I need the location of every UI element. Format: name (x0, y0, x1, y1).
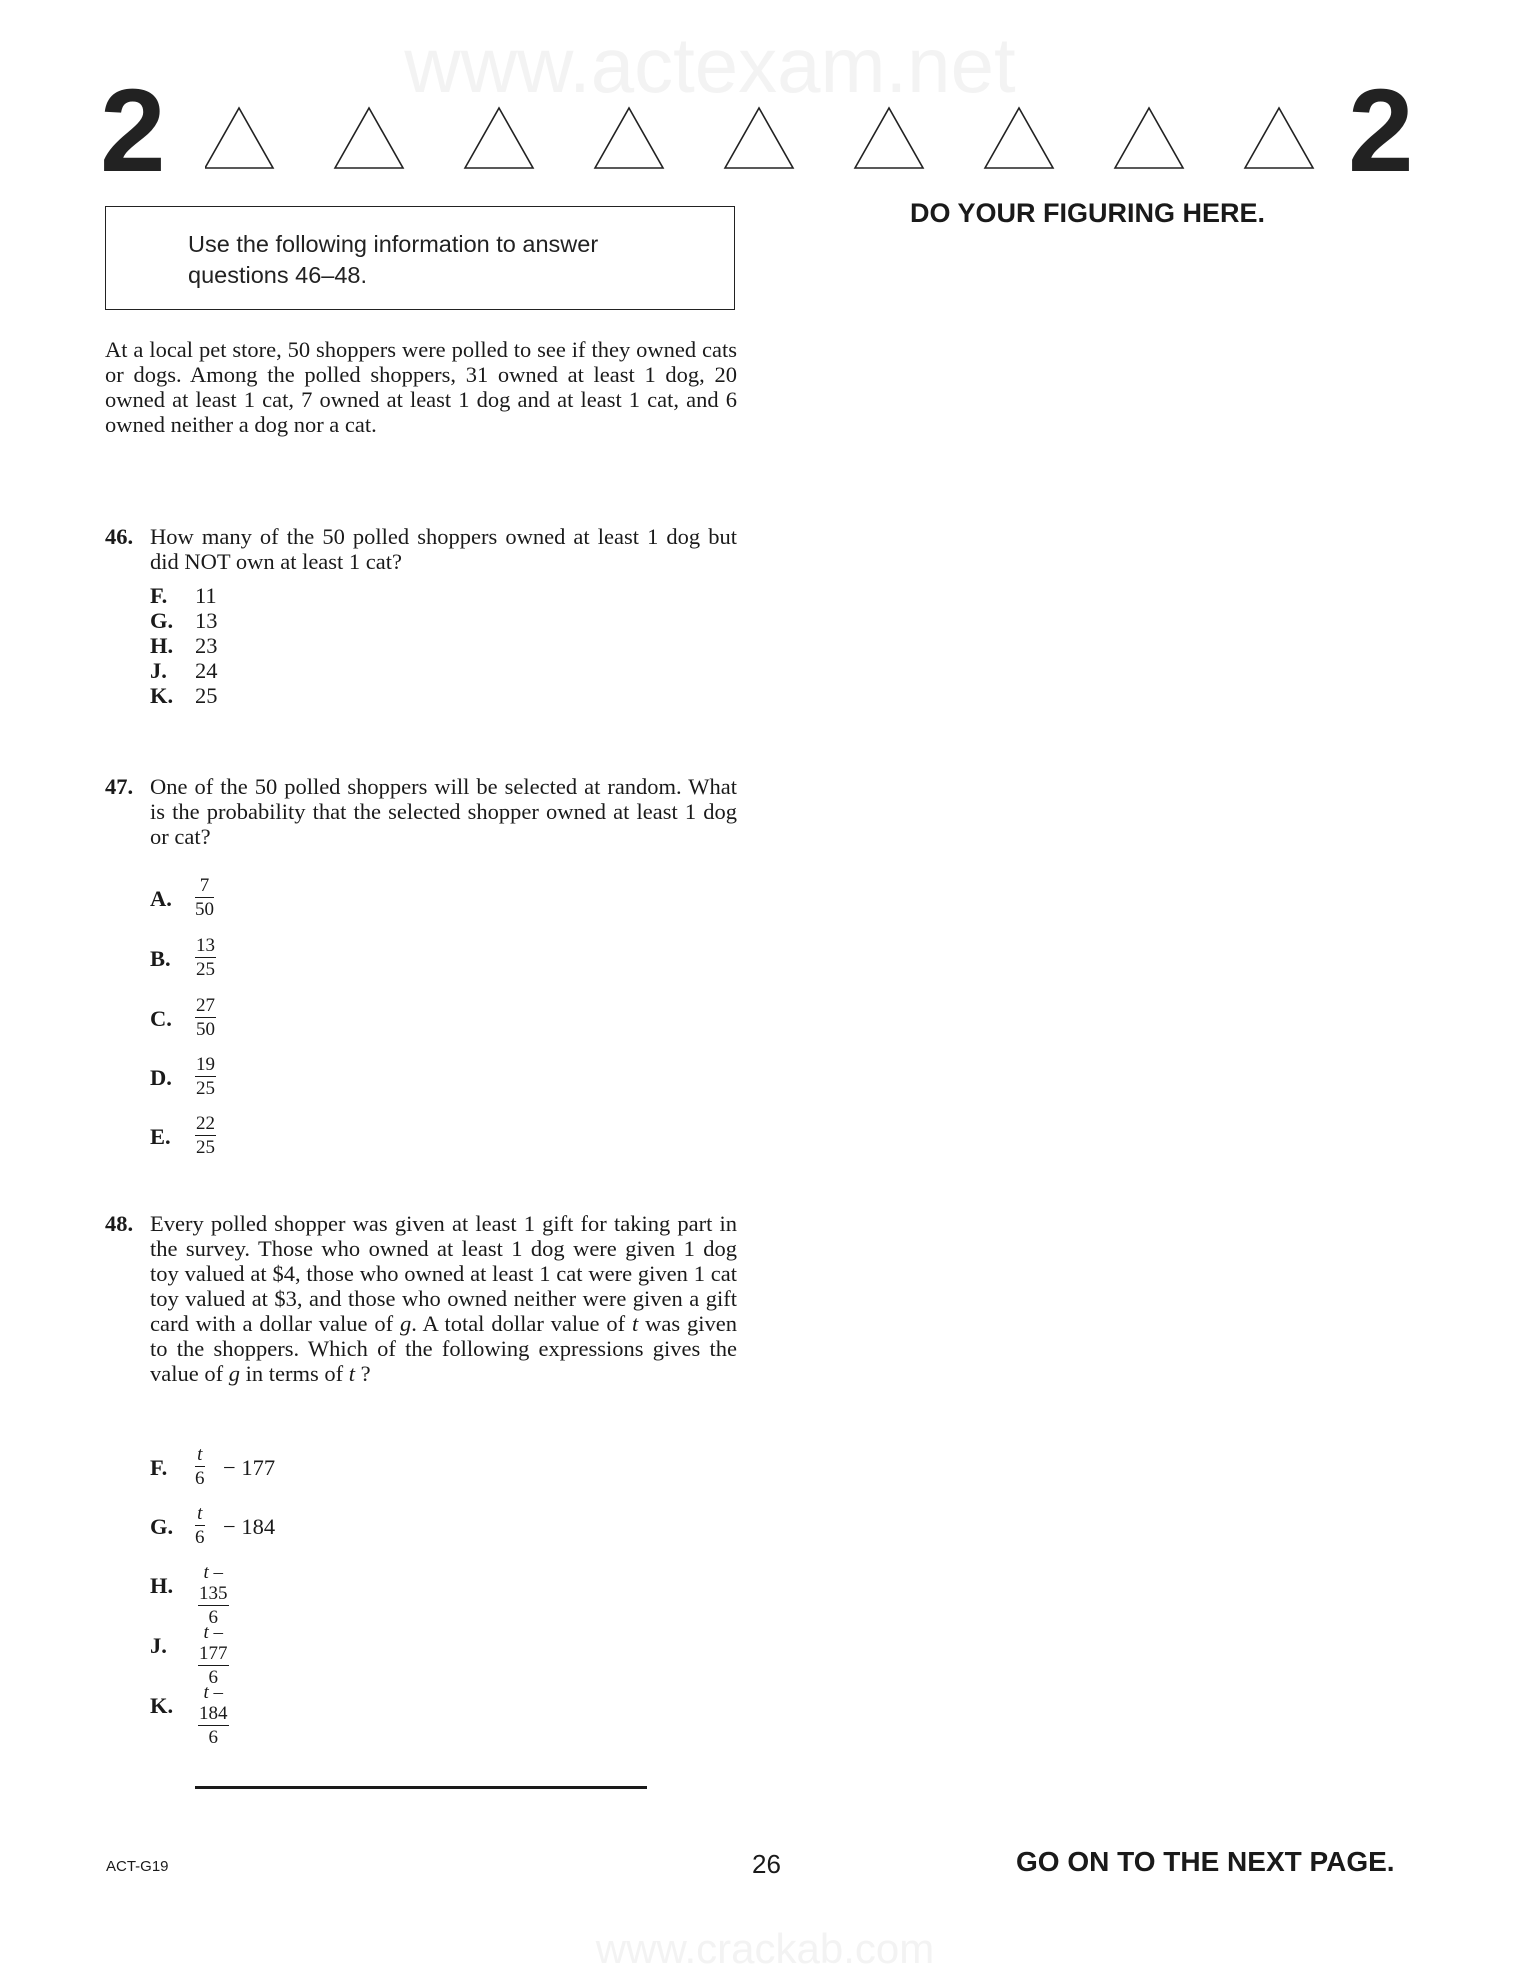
fraction (195, 1503, 205, 1548)
answer-letter: K. (150, 1693, 174, 1718)
numerator: 13 (196, 935, 215, 956)
section-number-left: 2 (100, 65, 166, 197)
answer-k[interactable] (150, 683, 218, 708)
denominator: 6 (208, 1727, 218, 1748)
watermark-top: www.actexam.net (404, 21, 1016, 109)
triangle-icon (1115, 108, 1183, 168)
answer-g[interactable] (150, 608, 218, 633)
answer-value: 13 (195, 608, 218, 633)
question-number: 48. (105, 1211, 134, 1236)
triangle-icon (855, 108, 923, 168)
footer-code: ACT-G19 (106, 1858, 169, 1875)
denominator: 25 (196, 959, 215, 980)
denominator: 50 (196, 1019, 215, 1040)
fraction (195, 1054, 216, 1099)
question-text: How many of the 50 polled shoppers owned at least 1 dog but did NOT own at least 1 cat? (150, 524, 737, 574)
end-rule (195, 1786, 647, 1789)
numerator (198, 1622, 229, 1666)
answer-letter: F. (150, 1455, 168, 1480)
denominator: 6 (195, 1468, 205, 1489)
fraction (198, 1682, 229, 1748)
question-text-part: was given to the shoppers. Which of the following expressions gives the value of (150, 1311, 737, 1386)
numerator (198, 1562, 229, 1606)
answer-letter: D. (150, 1065, 172, 1090)
fraction (198, 1562, 229, 1628)
fraction (195, 875, 214, 920)
numerator-rest: – 177 (199, 1622, 228, 1664)
triangle-icon (985, 108, 1053, 168)
section-number-right: 2 (1348, 65, 1414, 197)
answer-tail: − 177 (223, 1455, 276, 1480)
triangle-row (205, 105, 1315, 173)
question-text-part: ? (354, 1361, 371, 1386)
answer-j[interactable] (150, 658, 218, 683)
numerator: 19 (196, 1054, 215, 1075)
question-text-part: Every polled shopper was given at least 1 gift for taking part in the survey. Those who owned at least 1 dog were given 1 dog toy valued at $4, those who owned at least 1 cat were given 1 cat toy valued at $3, and those who owned neither were given a gift card with a dollar value of (150, 1211, 737, 1336)
numerator: 22 (196, 1113, 215, 1134)
numerator: t (195, 1503, 205, 1526)
answer-letter: H. (150, 1573, 174, 1598)
answer-letter: B. (150, 946, 171, 971)
question-46 (105, 524, 737, 574)
question-text (150, 1211, 737, 1386)
fraction (195, 935, 216, 980)
answer-letter: J. (150, 1633, 167, 1658)
passage: At a local pet store, 50 shoppers were polled to see if they owned cats or dogs. Among the polled shoppers, 31 owned at least 1 dog, 20 owned at least 1 cat, 7 owned at least 1 dog and at least 1 cat, and 6 owned neither a dog nor a cat. (105, 337, 737, 437)
question-47 (105, 774, 737, 849)
fraction (195, 1444, 205, 1489)
variable-g: g (228, 1361, 240, 1386)
denominator: 6 (208, 1667, 218, 1688)
triangle-icon (1245, 108, 1313, 168)
denominator: 50 (195, 899, 214, 920)
answer-value: 24 (195, 658, 218, 683)
info-box (105, 206, 735, 310)
answer-letter: C. (150, 1006, 172, 1031)
info-box-text: Use the following information to answer questions 46–48. (188, 231, 599, 288)
answer-h[interactable] (150, 633, 218, 658)
answer-letter: A. (150, 886, 172, 911)
answer-letter: J. (150, 658, 167, 683)
figuring-label: DO YOUR FIGURING HERE. (910, 198, 1266, 228)
answer-letter: G. (150, 608, 174, 633)
answer-letter: K. (150, 683, 174, 708)
numerator-variable: t (203, 1622, 209, 1643)
answer-f[interactable] (150, 583, 217, 608)
answer-letter: E. (150, 1124, 171, 1149)
triangle-icon (725, 108, 793, 168)
answer-letter: H. (150, 633, 174, 658)
numerator-variable: t (203, 1682, 209, 1703)
variable-t: t (348, 1361, 355, 1386)
answer-tail: − 184 (223, 1514, 276, 1539)
fraction (198, 1622, 229, 1688)
triangle-icon (465, 108, 533, 168)
numerator-variable: t (203, 1562, 209, 1583)
denominator: 25 (196, 1078, 215, 1099)
answer-letter: G. (150, 1514, 174, 1539)
watermark-bottom: www.crackab.com (595, 1925, 935, 1972)
question-text-part: in terms of (239, 1361, 349, 1386)
question-number: 47. (105, 774, 134, 799)
numerator: 27 (196, 995, 215, 1016)
question-text: One of the 50 polled shoppers will be selected at random. What is the probability that the selected shopper owned at least 1 dog or cat? (150, 774, 737, 849)
question-text-part: . A total dollar value of (411, 1311, 632, 1336)
triangle-icon (205, 108, 273, 168)
page-number: 26 (752, 1849, 781, 1879)
denominator: 25 (196, 1137, 215, 1158)
numerator: 7 (195, 875, 214, 898)
answer-value: 11 (195, 583, 217, 608)
variable-g: g (400, 1311, 412, 1336)
go-on-label: GO ON TO THE NEXT PAGE. (1016, 1846, 1395, 1877)
denominator: 6 (208, 1607, 218, 1628)
fraction (195, 995, 216, 1040)
answer-value: 25 (195, 683, 218, 708)
variable-t: t (631, 1311, 639, 1336)
answer-value: 23 (195, 633, 218, 658)
numerator-rest: – 135 (199, 1562, 228, 1604)
triangle-icon (595, 108, 663, 168)
numerator-rest: – 184 (199, 1682, 228, 1724)
denominator: 6 (195, 1527, 205, 1548)
fraction (195, 1113, 216, 1158)
triangle-icon (335, 108, 403, 168)
answer-letter: F. (150, 583, 168, 608)
question-number: 46. (105, 524, 134, 549)
numerator: t (195, 1444, 205, 1467)
numerator (198, 1682, 229, 1726)
question-48 (105, 1211, 737, 1386)
